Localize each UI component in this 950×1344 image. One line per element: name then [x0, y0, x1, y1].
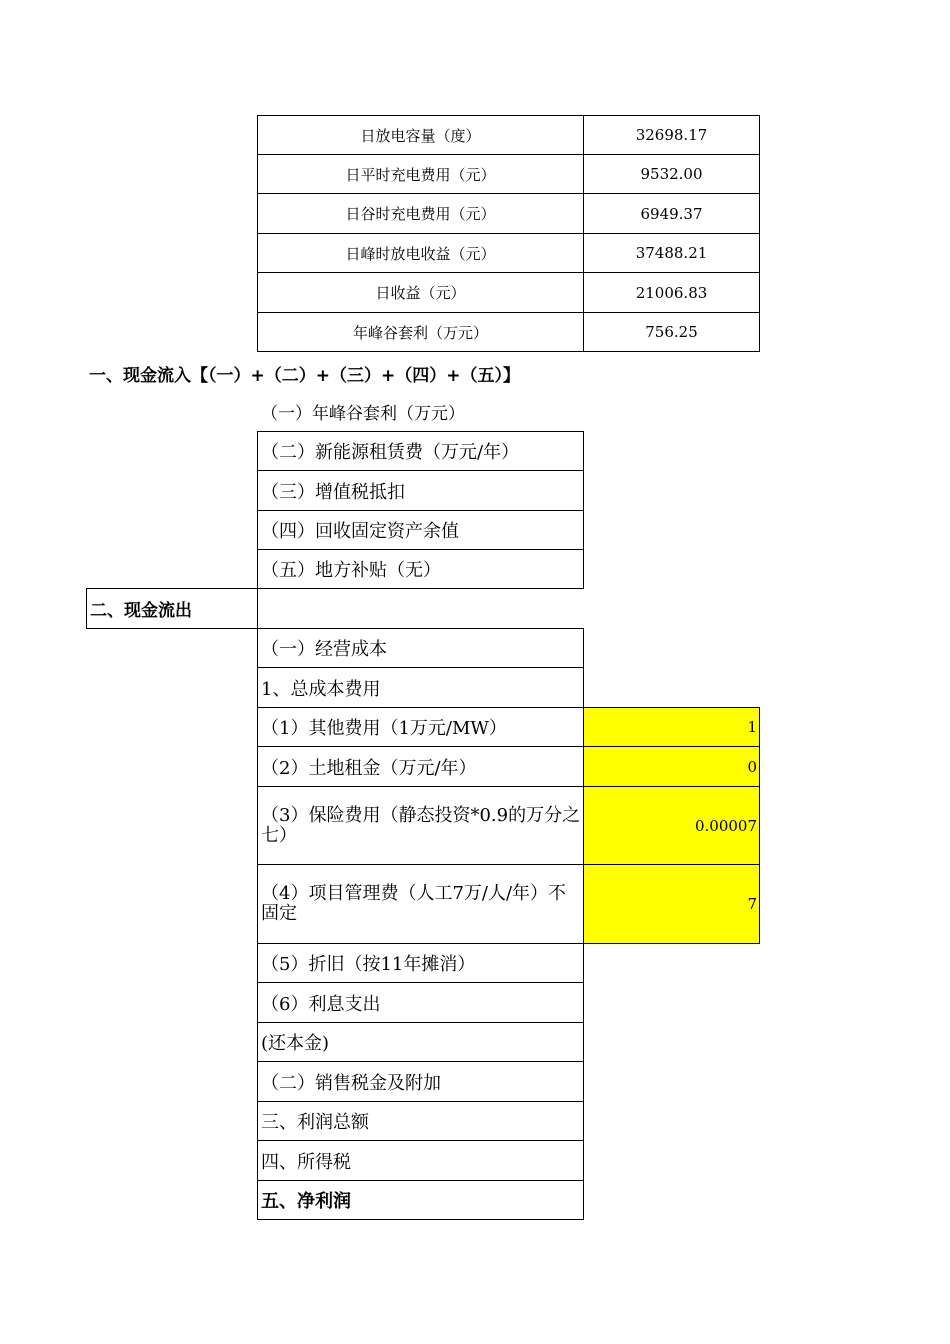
operating-cost: （一）经营成本: [257, 628, 584, 668]
summary-label: 年峰谷套利（万元）: [257, 312, 584, 352]
cost-label: （3）保险费用（静态投资*0.9的万分之七）: [257, 786, 584, 865]
inflow-item: （二）新能源租赁费（万元/年）: [257, 431, 584, 471]
summary-value: 756.25: [583, 312, 760, 352]
depreciation: （5）折旧（按11年摊消）: [257, 943, 584, 983]
cost-label: （2）土地租金（万元/年）: [257, 746, 584, 787]
cost-label: （4）项目管理费（人工7万/人/年）不固定: [257, 864, 584, 944]
summary-label: 日放电容量（度）: [257, 115, 584, 155]
inflow-item: （五）地方补贴（无）: [257, 549, 584, 589]
income-tax: 四、所得税: [257, 1140, 584, 1181]
summary-label: 日谷时充电费用（元）: [257, 193, 584, 234]
total-cost: 1、总成本费用: [257, 667, 584, 708]
total-profit: 三、利润总额: [257, 1101, 584, 1141]
principal-repayment: (还本金): [257, 1022, 584, 1062]
inflow-item: （四）回收固定资产余值: [257, 510, 584, 550]
net-profit: 五、净利润: [257, 1180, 584, 1220]
summary-value: 32698.17: [583, 115, 760, 155]
summary-value: 37488.21: [583, 233, 760, 273]
summary-label: 日峰时放电收益（元）: [257, 233, 584, 273]
interest-expense: （6）利息支出: [257, 982, 584, 1023]
cost-value: 0.00007: [583, 786, 760, 865]
cost-label: （1）其他费用（1万元/MW）: [257, 707, 584, 747]
cost-value: 1: [583, 707, 760, 747]
inflow-item: （三）增值税抵扣: [257, 470, 584, 511]
summary-value: 9532.00: [583, 154, 760, 194]
summary-value: 6949.37: [583, 193, 760, 234]
summary-label: 日平时充电费用（元）: [257, 154, 584, 194]
cost-value: 7: [583, 864, 760, 944]
cost-value: 0: [583, 746, 760, 787]
annual-arbitrage-item: （一）年峰谷套利（万元）: [261, 403, 465, 424]
summary-label: 日收益（元）: [257, 272, 584, 313]
summary-value: 21006.83: [583, 272, 760, 313]
sales-tax: （二）销售税金及附加: [257, 1061, 584, 1102]
cash-outflow-title: 二、现金流出: [86, 588, 258, 629]
cash-inflow-title: 一、现金流入【（一）+（二）+（三）+（四）+（五）】: [89, 365, 520, 386]
